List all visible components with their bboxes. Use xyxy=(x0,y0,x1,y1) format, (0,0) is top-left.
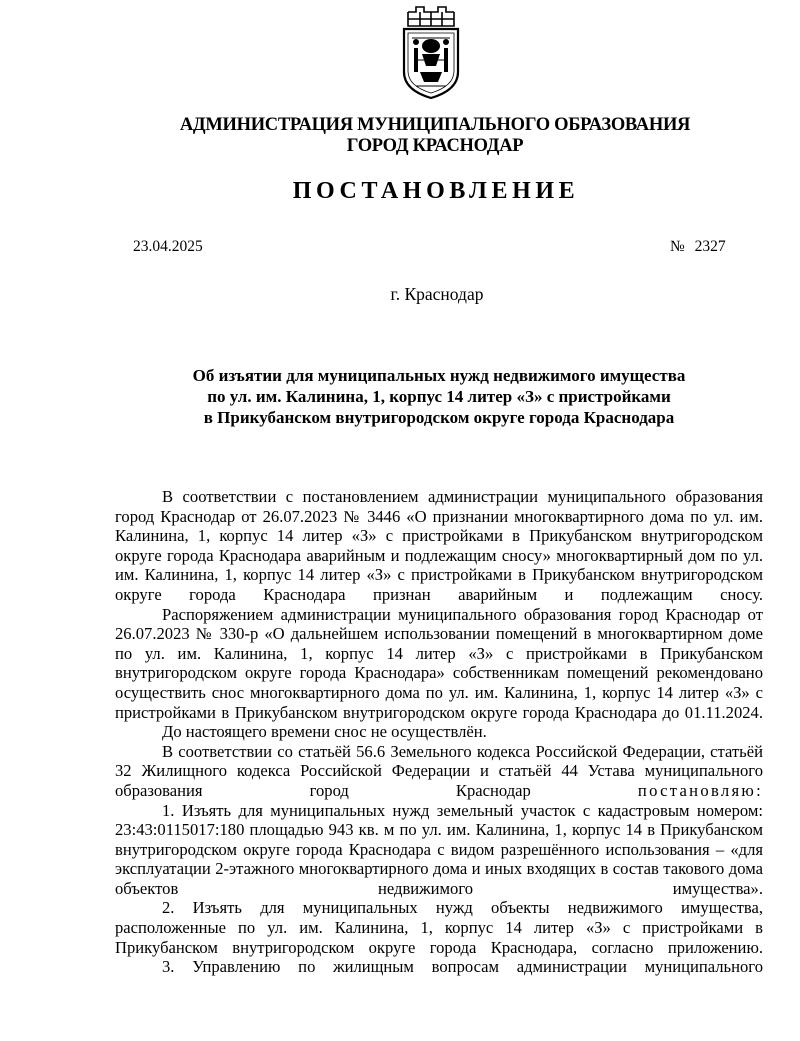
paragraph-status: До настоящего времени снос не осуществлён. xyxy=(162,722,487,742)
organization-name-line-2: ГОРОД КРАСНОДАР xyxy=(346,136,524,156)
document-title xyxy=(115,365,763,428)
document-type-heading: ПОСТАНОВЛЕНИЕ xyxy=(292,178,580,204)
paragraph-order: Распоряжением администрации муниципального образования город Краснодар от 26.07.2023 № 330-р «О дальнейшем использовании помещений в многоквартирном доме по ул. им. Калинина, 1, корпус 14 литер «З» с пристройками в Прикубанском внутригородском округе города Краснодара» собственникам помещений рекомендовано осуществить снос многоквартирного дома по ул. им. Калинина, 1, корпус 14 литер «З» с пристройками в Прикубанском внутригородском округе города Краснодара до 01.11.2024. xyxy=(115,604,763,722)
title-line-1: Об изъятии для муниципальных нужд недвижимого имущества xyxy=(192,366,686,385)
paragraph-preamble: В соответствии с постановлением администрации муниципального образования город Краснодар от 26.07.2023 № 3446 «О признании многоквартирного дома по ул. им. Калинина, 1, корпус 14 литер «З» с пристройками в Прикубанском внутригородском округе города Краснодара аварийным и подлежащим сносу» многоквартирный дом по ул. им. Калинина, 1, корпус 14 литер «З» с пристройками в Прикубанском внутригородском округе города Краснодара признан аварийным и подлежащим сносу. xyxy=(115,487,763,604)
document-date: 23.04.2025 xyxy=(133,238,203,255)
city-coat-of-arms-emblem xyxy=(398,2,464,102)
paragraph-item-3: 3. Управлению по жилищным вопросам администрации муниципального xyxy=(162,957,763,977)
document-city: г. Краснодар xyxy=(390,284,484,304)
paragraph-legal-basis xyxy=(115,742,763,801)
document-number: № 2327 xyxy=(670,238,726,255)
organization-name-line-1: АДМИНИСТРАЦИЯ МУНИЦИПАЛЬНОГО ОБРАЗОВАНИЯ xyxy=(179,115,691,135)
paragraph-item-2: 2. Изъять для муниципальных нужд объекты недвижимого имущества, расположенные по ул. им. Калинина, 1, корпус 14 литер «З» с пристройками в Прикубанском внутригородском округе города Краснодара, согласно приложению. xyxy=(115,898,763,957)
paragraph-item-1: 1. Изъять для муниципальных нужд земельный участок с кадастровым номером: 23:43:0115017:180 площадью 943 кв. м по ул. им. Калинина, 1, корпус 14 в Прикубанском внутригородском округе города Краснодара с видом разрешённого использования – «для эксплуатации 2-этажного многоквартирного дома и иных входящих в состав такового дома объектов недвижимого имущества». xyxy=(115,800,763,898)
document-body xyxy=(115,487,763,977)
legal-basis-text: В соответствии со статьёй 56.6 Земельного кодекса Российской Федерации, статьёй 32 Жилищного кодекса Российской Федерации и статьёй 44 Устава муниципального образования город Краснодар xyxy=(115,741,763,800)
title-line-2: по ул. им. Калинина, 1, корпус 14 литер «З» с пристройками xyxy=(207,387,671,406)
resolution-keyword: постановляю: xyxy=(637,780,763,800)
title-line-3: в Прикубанском внутригородском округе города Краснодара xyxy=(203,408,675,427)
